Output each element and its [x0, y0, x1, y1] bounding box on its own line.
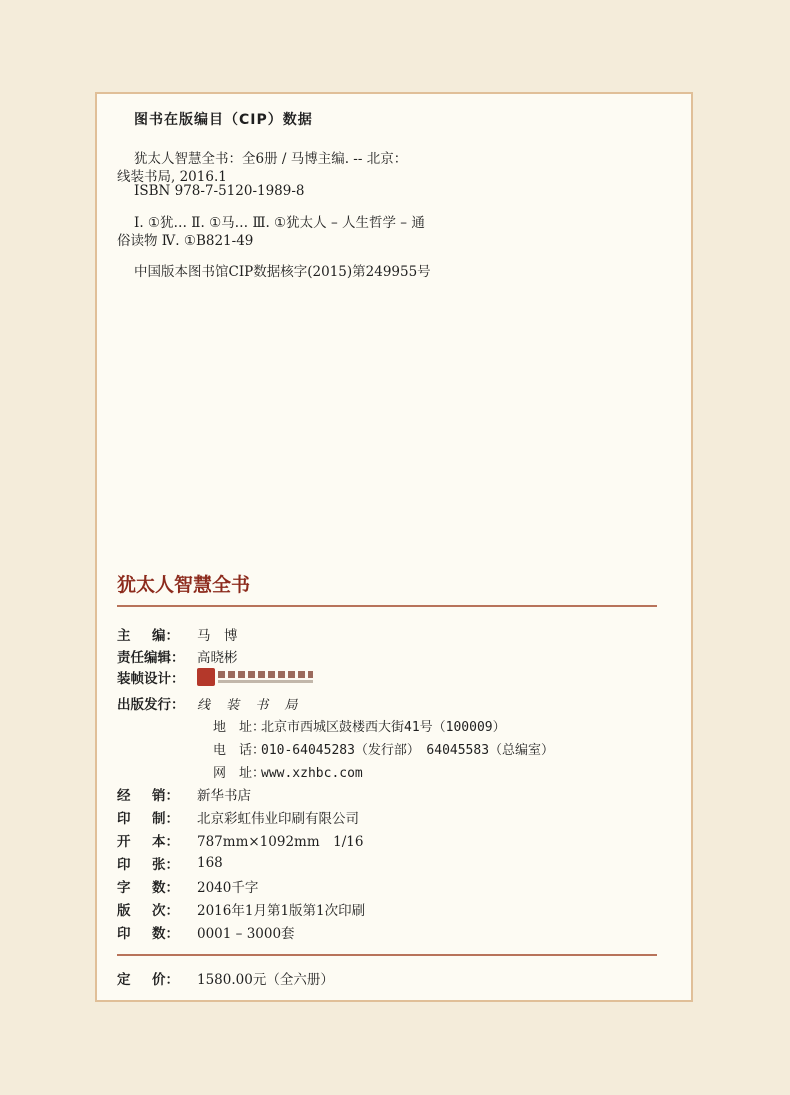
editor-row: 主 编： 马 博 — [117, 624, 238, 644]
distributor-value: 新华书店 — [197, 788, 251, 804]
cip-line: ISBN 978-7-5120-1989-8 — [134, 183, 305, 199]
publisher-address: 地 址：北京市西城区鼓楼西大街41号（100009） — [213, 720, 506, 735]
printer-value: 北京彩虹伟业印刷有限公司 — [197, 811, 359, 827]
distributor-row: 经 销： 新华书店 — [117, 784, 251, 804]
publisher-value: 线 装 书 局 — [197, 697, 304, 713]
price-value: 1580.00元（全六册） — [197, 972, 334, 988]
cip-line: 线装书局, 2016.1 — [117, 169, 227, 185]
price-divider — [117, 954, 657, 956]
copies-row: 印 数： 0001 – 3000套 — [117, 922, 295, 942]
publisher-website: 网 址：www.xzhbc.com — [213, 766, 363, 781]
designer-logo — [197, 666, 313, 688]
price-row: 定 价： 1580.00元（全六册） — [117, 968, 334, 988]
printer-row: 印 制： 北京彩虹伟业印刷有限公司 — [117, 807, 359, 827]
design-row: 装帧设计： — [117, 666, 313, 688]
edition-row: 版 次： 2016年1月第1版第1次印刷 — [117, 899, 365, 919]
publisher-row: 出版发行： 线 装 书 局 — [117, 693, 303, 713]
publisher-phone: 电 话：010-64045283（发行部） 64045583（总编室） — [213, 743, 555, 758]
words-row: 字 数： 2040千字 — [117, 876, 258, 896]
sheets-row: 印 张： 168 — [117, 855, 223, 873]
edition-value: 2016年1月第1版第1次印刷 — [197, 903, 366, 919]
words-value: 2040千字 — [197, 880, 259, 896]
format-row: 开 本： 787mm×1092mm 1/16 — [117, 830, 363, 850]
copies-value: 0001 – 3000套 — [197, 926, 295, 942]
cip-heading: 图书在版编目（CIP）数据 — [134, 112, 313, 128]
editor-value: 马 博 — [197, 628, 238, 644]
cip-line: 犹太人智慧全书：全6册 / 马博主编. -- 北京： — [134, 151, 408, 167]
format-value: 787mm×1092mm 1/16 — [197, 834, 364, 850]
cip-line: Ⅰ. ①犹… Ⅱ. ①马… Ⅲ. ①犹太人 – 人生哲学 – 通 — [134, 215, 425, 231]
seal-icon — [197, 668, 215, 686]
sheets-value: 168 — [197, 855, 223, 871]
resp-editor-row: 责任编辑： 高晓彬 — [117, 646, 238, 666]
cip-line: 俗读物 Ⅳ. ①B821-49 — [117, 233, 254, 249]
resp-editor-value: 高晓彬 — [197, 650, 238, 666]
cip-line: 中国版本图书馆CIP数据核字(2015)第249955号 — [134, 264, 431, 280]
title-divider — [117, 605, 657, 607]
book-title: 犹太人智慧全书 — [117, 574, 251, 596]
